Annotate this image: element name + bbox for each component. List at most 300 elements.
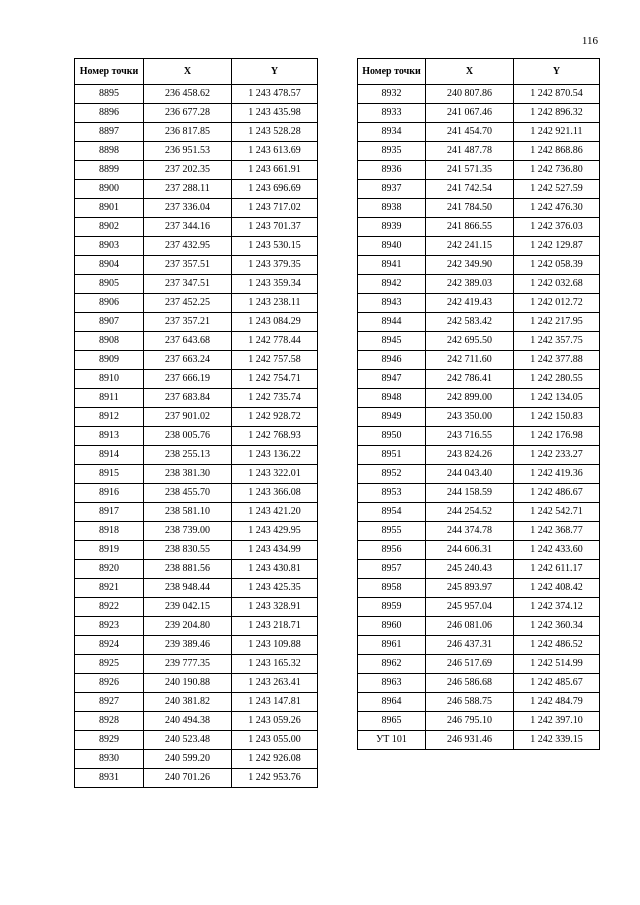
cell-point-number: 8913 [75,427,144,446]
cell-point-number: 8924 [75,636,144,655]
cell-y: 1 243 109.88 [232,636,318,655]
cell-x: 241 067.46 [426,104,514,123]
cell-point-number: 8903 [75,237,144,256]
table-row [358,427,600,446]
table-row [75,636,318,655]
cell-x: 244 043.40 [426,465,514,484]
cell-point-number: 8918 [75,522,144,541]
cell-y: 1 243 661.91 [232,161,318,180]
cell-y: 1 242 408.42 [514,579,600,598]
cell-x: 246 931.46 [426,731,514,750]
cell-point-number: 8946 [358,351,426,370]
cell-x: 239 042.15 [144,598,232,617]
cell-x: 237 357.21 [144,313,232,332]
cell-point-number: 8933 [358,104,426,123]
cell-point-number: 8895 [75,85,144,104]
table-row [75,693,318,712]
table-row [75,85,318,104]
cell-x: 237 666.19 [144,370,232,389]
cell-y: 1 243 322.01 [232,465,318,484]
cell-point-number: 8928 [75,712,144,731]
table-row [358,180,600,199]
cell-point-number: 8912 [75,408,144,427]
table-row [358,598,600,617]
cell-x: 237 357.51 [144,256,232,275]
cell-x: 237 452.25 [144,294,232,313]
cell-point-number: 8930 [75,750,144,769]
cell-y: 1 242 768.93 [232,427,318,446]
cell-x: 242 389.03 [426,275,514,294]
cell-y: 1 242 280.55 [514,370,600,389]
header-point-number: Номер точки [358,59,426,85]
table-row [75,332,318,351]
cell-x: 238 581.10 [144,503,232,522]
table-row [358,408,600,427]
cell-y: 1 242 486.67 [514,484,600,503]
cell-point-number: 8923 [75,617,144,636]
cell-point-number: УТ 101 [358,731,426,750]
cell-point-number: 8919 [75,541,144,560]
cell-point-number: 8917 [75,503,144,522]
cell-x: 238 455.70 [144,484,232,503]
table-row [75,180,318,199]
table-row [75,712,318,731]
cell-y: 1 243 696.69 [232,180,318,199]
cell-y: 1 243 328.91 [232,598,318,617]
table-row [75,598,318,617]
cell-x: 237 336.04 [144,199,232,218]
cell-y: 1 242 953.76 [232,769,318,788]
cell-x: 238 739.00 [144,522,232,541]
cell-point-number: 8916 [75,484,144,503]
cell-point-number: 8941 [358,256,426,275]
table-row [75,408,318,427]
table-row [75,256,318,275]
table-row [358,199,600,218]
cell-x: 242 241.15 [426,237,514,256]
cell-point-number: 8952 [358,465,426,484]
cell-x: 241 784.50 [426,199,514,218]
cell-x: 245 240.43 [426,560,514,579]
cell-x: 237 901.02 [144,408,232,427]
table-row [358,389,600,408]
cell-x: 243 824.26 [426,446,514,465]
cell-point-number: 8961 [358,636,426,655]
cell-y: 1 243 055.00 [232,731,318,750]
cell-point-number: 8951 [358,446,426,465]
cell-x: 237 288.11 [144,180,232,199]
cell-point-number: 8901 [75,199,144,218]
cell-point-number: 8953 [358,484,426,503]
cell-y: 1 243 059.26 [232,712,318,731]
table-row [75,541,318,560]
cell-y: 1 242 376.03 [514,218,600,237]
cell-point-number: 8962 [358,655,426,674]
cell-y: 1 243 359.34 [232,275,318,294]
table-row [358,161,600,180]
cell-point-number: 8944 [358,313,426,332]
cell-x: 242 419.43 [426,294,514,313]
cell-x: 237 344.16 [144,218,232,237]
cell-y: 1 242 611.17 [514,560,600,579]
cell-x: 241 742.54 [426,180,514,199]
cell-point-number: 8920 [75,560,144,579]
cell-y: 1 242 339.15 [514,731,600,750]
cell-point-number: 8938 [358,199,426,218]
page-number: 116 [581,35,598,47]
cell-x: 238 255.13 [144,446,232,465]
table-row [75,503,318,522]
cell-x: 242 711.60 [426,351,514,370]
table-row [358,484,600,503]
cell-y: 1 243 717.02 [232,199,318,218]
table-row [358,237,600,256]
cell-y: 1 243 084.29 [232,313,318,332]
cell-y: 1 242 542.71 [514,503,600,522]
table-row [75,427,318,446]
cell-y: 1 243 366.08 [232,484,318,503]
table-row [358,370,600,389]
cell-y: 1 242 377.88 [514,351,600,370]
table-row [358,655,600,674]
cell-y: 1 242 360.34 [514,617,600,636]
cell-point-number: 8907 [75,313,144,332]
table-row [75,275,318,294]
table-header-row [75,59,318,85]
cell-y: 1 242 754.71 [232,370,318,389]
cell-y: 1 243 435.98 [232,104,318,123]
cell-y: 1 242 233.27 [514,446,600,465]
cell-point-number: 8898 [75,142,144,161]
cell-y: 1 242 012.72 [514,294,600,313]
cell-x: 240 701.26 [144,769,232,788]
cell-x: 237 643.68 [144,332,232,351]
cell-y: 1 242 397.10 [514,712,600,731]
cell-point-number: 8914 [75,446,144,465]
cell-point-number: 8942 [358,275,426,294]
cell-y: 1 243 379.35 [232,256,318,275]
cell-point-number: 8931 [75,769,144,788]
cell-y: 1 242 736.80 [514,161,600,180]
cell-point-number: 8947 [358,370,426,389]
cell-x: 242 583.42 [426,313,514,332]
table-header-row [358,59,600,85]
cell-point-number: 8937 [358,180,426,199]
cell-point-number: 8906 [75,294,144,313]
cell-x: 242 899.00 [426,389,514,408]
header-x: X [144,59,232,85]
table-row [358,693,600,712]
cell-y: 1 242 870.54 [514,85,600,104]
table-row [358,256,600,275]
header-x: X [426,59,514,85]
cell-x: 239 777.35 [144,655,232,674]
cell-y: 1 242 476.30 [514,199,600,218]
cell-x: 239 204.80 [144,617,232,636]
cell-y: 1 242 374.12 [514,598,600,617]
table-row [75,446,318,465]
cell-x: 236 458.62 [144,85,232,104]
cell-x: 238 005.76 [144,427,232,446]
cell-point-number: 8940 [358,237,426,256]
table-row [75,370,318,389]
cell-y: 1 243 218.71 [232,617,318,636]
cell-x: 244 606.31 [426,541,514,560]
table-body-left [75,85,318,788]
cell-x: 240 190.88 [144,674,232,693]
cell-x: 237 663.24 [144,351,232,370]
cell-point-number: 8899 [75,161,144,180]
cell-x: 242 786.41 [426,370,514,389]
cell-x: 246 795.10 [426,712,514,731]
table-row [358,465,600,484]
cell-y: 1 243 165.32 [232,655,318,674]
table-row [358,731,600,750]
cell-x: 237 347.51 [144,275,232,294]
cell-y: 1 242 514.99 [514,655,600,674]
cell-point-number: 8936 [358,161,426,180]
cell-x: 245 893.97 [426,579,514,598]
cell-point-number: 8896 [75,104,144,123]
table-row [358,522,600,541]
table-row [358,123,600,142]
table-row [75,769,318,788]
table-row [75,674,318,693]
cell-y: 1 242 484.79 [514,693,600,712]
cell-point-number: 8910 [75,370,144,389]
table-row [75,351,318,370]
cell-point-number: 8964 [358,693,426,712]
table-row [358,541,600,560]
cell-y: 1 242 176.98 [514,427,600,446]
cell-x: 244 254.52 [426,503,514,522]
cell-x: 236 817.85 [144,123,232,142]
cell-x: 241 454.70 [426,123,514,142]
cell-point-number: 8950 [358,427,426,446]
cell-point-number: 8934 [358,123,426,142]
table-row [358,503,600,522]
cell-point-number: 8954 [358,503,426,522]
table-row [358,294,600,313]
cell-point-number: 8927 [75,693,144,712]
table-row [75,579,318,598]
cell-x: 236 951.53 [144,142,232,161]
table-row [358,104,600,123]
cell-x: 246 588.75 [426,693,514,712]
cell-x: 237 683.84 [144,389,232,408]
cell-x: 240 807.86 [426,85,514,104]
cell-y: 1 243 421.20 [232,503,318,522]
cell-y: 1 243 430.81 [232,560,318,579]
table-row [358,712,600,731]
cell-point-number: 8935 [358,142,426,161]
cell-x: 241 866.55 [426,218,514,237]
cell-x: 243 350.00 [426,408,514,427]
cell-x: 238 830.55 [144,541,232,560]
cell-x: 236 677.28 [144,104,232,123]
cell-point-number: 8904 [75,256,144,275]
cell-y: 1 243 136.22 [232,446,318,465]
table-row [75,655,318,674]
cell-point-number: 8939 [358,218,426,237]
header-y: Y [514,59,600,85]
cell-y: 1 242 419.36 [514,465,600,484]
cell-x: 238 881.56 [144,560,232,579]
table-row [358,579,600,598]
cell-y: 1 243 425.35 [232,579,318,598]
cell-y: 1 242 735.74 [232,389,318,408]
cell-point-number: 8908 [75,332,144,351]
cell-x: 242 695.50 [426,332,514,351]
table-row [358,636,600,655]
cell-x: 244 374.78 [426,522,514,541]
cell-x: 246 437.31 [426,636,514,655]
table-row [358,617,600,636]
cell-x: 240 599.20 [144,750,232,769]
cell-point-number: 8948 [358,389,426,408]
table-row [75,237,318,256]
cell-point-number: 8925 [75,655,144,674]
cell-y: 1 242 150.83 [514,408,600,427]
cell-x: 240 523.48 [144,731,232,750]
cell-y: 1 243 530.15 [232,237,318,256]
cell-x: 240 381.82 [144,693,232,712]
cell-y: 1 243 434.99 [232,541,318,560]
cell-point-number: 8922 [75,598,144,617]
cell-point-number: 8932 [358,85,426,104]
cell-point-number: 8929 [75,731,144,750]
cell-point-number: 8958 [358,579,426,598]
table-row [75,731,318,750]
cell-x: 244 158.59 [426,484,514,503]
table-row [75,522,318,541]
table-row [358,85,600,104]
header-y: Y [232,59,318,85]
cell-x: 243 716.55 [426,427,514,446]
cell-y: 1 242 217.95 [514,313,600,332]
table-row [75,104,318,123]
cell-point-number: 8965 [358,712,426,731]
cell-point-number: 8921 [75,579,144,598]
table-row [75,313,318,332]
cell-x: 237 432.95 [144,237,232,256]
cell-y: 1 243 147.81 [232,693,318,712]
cell-point-number: 8909 [75,351,144,370]
cell-y: 1 243 263.41 [232,674,318,693]
cell-y: 1 242 368.77 [514,522,600,541]
table-row [358,351,600,370]
table-row [75,484,318,503]
cell-y: 1 242 757.58 [232,351,318,370]
cell-point-number: 8963 [358,674,426,693]
cell-y: 1 243 478.57 [232,85,318,104]
cell-x: 246 517.69 [426,655,514,674]
cell-y: 1 242 778.44 [232,332,318,351]
cell-y: 1 243 429.95 [232,522,318,541]
table-row [358,446,600,465]
cell-x: 239 389.46 [144,636,232,655]
coordinates-table-right [357,58,600,750]
table-row [75,218,318,237]
table-row [75,161,318,180]
cell-x: 245 957.04 [426,598,514,617]
cell-y: 1 242 032.68 [514,275,600,294]
cell-point-number: 8960 [358,617,426,636]
cell-y: 1 242 928.72 [232,408,318,427]
cell-y: 1 242 896.32 [514,104,600,123]
cell-x: 240 494.38 [144,712,232,731]
table-row [358,332,600,351]
cell-x: 241 571.35 [426,161,514,180]
cell-x: 241 487.78 [426,142,514,161]
cell-x: 246 586.68 [426,674,514,693]
table-body-right [358,85,600,750]
cell-point-number: 8911 [75,389,144,408]
coordinates-table-left [74,58,318,788]
cell-point-number: 8900 [75,180,144,199]
table-row [358,313,600,332]
table-row [75,465,318,484]
cell-y: 1 242 129.87 [514,237,600,256]
cell-x: 242 349.90 [426,256,514,275]
cell-point-number: 8945 [358,332,426,351]
cell-point-number: 8943 [358,294,426,313]
cell-y: 1 242 921.11 [514,123,600,142]
table-row [75,617,318,636]
table-row [358,560,600,579]
cell-x: 238 381.30 [144,465,232,484]
table-row [75,123,318,142]
cell-point-number: 8902 [75,218,144,237]
cell-point-number: 8955 [358,522,426,541]
cell-y: 1 242 868.86 [514,142,600,161]
cell-x: 238 948.44 [144,579,232,598]
table-row [358,142,600,161]
cell-y: 1 242 058.39 [514,256,600,275]
cell-x: 246 081.06 [426,617,514,636]
cell-point-number: 8897 [75,123,144,142]
cell-point-number: 8926 [75,674,144,693]
table-row [75,389,318,408]
table-row [75,294,318,313]
table-row [75,142,318,161]
cell-point-number: 8915 [75,465,144,484]
table-row [75,750,318,769]
cell-y: 1 242 486.52 [514,636,600,655]
header-point-number: Номер точки [75,59,144,85]
cell-point-number: 8957 [358,560,426,579]
cell-y: 1 242 134.05 [514,389,600,408]
cell-y: 1 243 238.11 [232,294,318,313]
cell-y: 1 243 528.28 [232,123,318,142]
cell-point-number: 8956 [358,541,426,560]
cell-x: 237 202.35 [144,161,232,180]
cell-point-number: 8949 [358,408,426,427]
cell-y: 1 243 701.37 [232,218,318,237]
table-row [358,674,600,693]
table-row [358,275,600,294]
cell-y: 1 242 357.75 [514,332,600,351]
cell-y: 1 243 613.69 [232,142,318,161]
cell-point-number: 8959 [358,598,426,617]
cell-y: 1 242 926.08 [232,750,318,769]
table-row [358,218,600,237]
table-row [75,199,318,218]
cell-y: 1 242 433.60 [514,541,600,560]
cell-y: 1 242 527.59 [514,180,600,199]
cell-point-number: 8905 [75,275,144,294]
cell-y: 1 242 485.67 [514,674,600,693]
